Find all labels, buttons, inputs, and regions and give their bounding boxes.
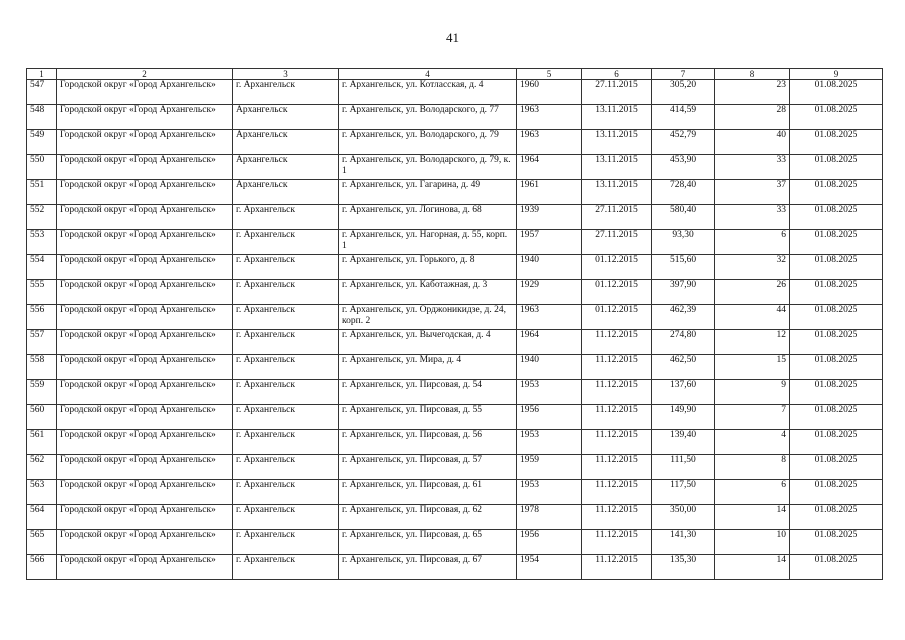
settlement-cell: г. Архангельск [233, 80, 339, 105]
year-built-cell: 1953 [517, 480, 582, 505]
column-header: 3 [233, 69, 339, 80]
table-row [27, 305, 883, 330]
settlement-cell: г. Архангельск [233, 505, 339, 530]
year-built-cell: 1959 [517, 455, 582, 480]
settlement-cell: г. Архангельск [233, 455, 339, 480]
residents-cell: 40 [715, 130, 790, 155]
date-cell: 13.11.2015 [582, 180, 652, 205]
address-cell: г. Архангельск, ул. Горького, д. 8 [339, 255, 517, 280]
year-built-cell: 1957 [517, 230, 582, 255]
table-row [27, 255, 883, 280]
column-header: 6 [582, 69, 652, 80]
table-row [27, 355, 883, 380]
table-row [27, 230, 883, 255]
deadline-cell: 01.08.2025 [790, 530, 883, 555]
address-cell: г. Архангельск, ул. Пирсовая, д. 65 [339, 530, 517, 555]
area-cell: 117,50 [652, 480, 715, 505]
municipality-cell: Городской округ «Город Архангельск» [57, 305, 233, 330]
year-built-cell: 1953 [517, 380, 582, 405]
municipality-cell: Городской округ «Город Архангельск» [57, 280, 233, 305]
address-cell: г. Архангельск, ул. Каботажная, д. 3 [339, 280, 517, 305]
deadline-cell: 01.08.2025 [790, 555, 883, 580]
year-built-cell: 1964 [517, 155, 582, 180]
date-cell: 27.11.2015 [582, 80, 652, 105]
year-built-cell: 1964 [517, 330, 582, 355]
address-cell: г. Архангельск, ул. Гагарина, д. 49 [339, 180, 517, 205]
year-built-cell: 1939 [517, 205, 582, 230]
row-number: 552 [27, 205, 57, 230]
date-cell: 11.12.2015 [582, 480, 652, 505]
date-cell: 11.12.2015 [582, 555, 652, 580]
year-built-cell: 1956 [517, 530, 582, 555]
residents-cell: 10 [715, 530, 790, 555]
settlement-cell: Архангельск [233, 130, 339, 155]
municipality-cell: Городской округ «Город Архангельск» [57, 380, 233, 405]
table-row [27, 530, 883, 555]
row-number: 561 [27, 430, 57, 455]
settlement-cell: г. Архангельск [233, 480, 339, 505]
date-cell: 11.12.2015 [582, 455, 652, 480]
area-cell: 453,90 [652, 155, 715, 180]
date-cell: 11.12.2015 [582, 505, 652, 530]
municipality-cell: Городской округ «Город Архангельск» [57, 180, 233, 205]
residents-cell: 4 [715, 430, 790, 455]
settlement-cell: Архангельск [233, 180, 339, 205]
settlement-cell: Архангельск [233, 155, 339, 180]
settlement-cell: г. Архангельск [233, 530, 339, 555]
year-built-cell: 1940 [517, 355, 582, 380]
date-cell: 01.12.2015 [582, 305, 652, 330]
settlement-cell: г. Архангельск [233, 405, 339, 430]
municipality-cell: Городской округ «Город Архангельск» [57, 555, 233, 580]
table-row [27, 480, 883, 505]
deadline-cell: 01.08.2025 [790, 305, 883, 330]
municipality-cell: Городской округ «Город Архангельск» [57, 130, 233, 155]
municipality-cell: Городской округ «Город Архангельск» [57, 255, 233, 280]
date-cell: 27.11.2015 [582, 230, 652, 255]
settlement-cell: г. Архангельск [233, 330, 339, 355]
table-row [27, 555, 883, 580]
table-row [27, 105, 883, 130]
year-built-cell: 1956 [517, 405, 582, 430]
settlement-cell: г. Архангельск [233, 380, 339, 405]
date-cell: 11.12.2015 [582, 430, 652, 455]
row-number: 555 [27, 280, 57, 305]
deadline-cell: 01.08.2025 [790, 155, 883, 180]
deadline-cell: 01.08.2025 [790, 105, 883, 130]
column-header: 9 [790, 69, 883, 80]
municipality-cell: Городской округ «Город Архангельск» [57, 80, 233, 105]
settlement-cell: г. Архангельск [233, 430, 339, 455]
address-cell: г. Архангельск, ул. Пирсовая, д. 54 [339, 380, 517, 405]
row-number: 560 [27, 405, 57, 430]
row-number: 559 [27, 380, 57, 405]
table-row [27, 405, 883, 430]
area-cell: 274,80 [652, 330, 715, 355]
column-header: 7 [652, 69, 715, 80]
table-row [27, 505, 883, 530]
municipality-cell: Городской округ «Город Архангельск» [57, 530, 233, 555]
row-number: 548 [27, 105, 57, 130]
settlement-cell: г. Архангельск [233, 305, 339, 330]
row-number: 563 [27, 480, 57, 505]
deadline-cell: 01.08.2025 [790, 205, 883, 230]
deadline-cell: 01.08.2025 [790, 505, 883, 530]
row-number: 551 [27, 180, 57, 205]
area-cell: 452,79 [652, 130, 715, 155]
residents-cell: 14 [715, 555, 790, 580]
year-built-cell: 1963 [517, 105, 582, 130]
column-header: 8 [715, 69, 790, 80]
area-cell: 515,60 [652, 255, 715, 280]
municipality-cell: Городской округ «Город Архангельск» [57, 430, 233, 455]
column-header: 5 [517, 69, 582, 80]
area-cell: 135,30 [652, 555, 715, 580]
residents-cell: 6 [715, 480, 790, 505]
address-cell: г. Архангельск, ул. Логинова, д. 68 [339, 205, 517, 230]
settlement-cell: г. Архангельск [233, 355, 339, 380]
area-cell: 141,30 [652, 530, 715, 555]
row-number: 564 [27, 505, 57, 530]
deadline-cell: 01.08.2025 [790, 130, 883, 155]
residents-cell: 26 [715, 280, 790, 305]
year-built-cell: 1953 [517, 430, 582, 455]
date-cell: 11.12.2015 [582, 380, 652, 405]
address-cell: г. Архангельск, ул. Володарского, д. 77 [339, 105, 517, 130]
residents-cell: 15 [715, 355, 790, 380]
settlement-cell: г. Архангельск [233, 555, 339, 580]
date-cell: 13.11.2015 [582, 155, 652, 180]
settlement-cell: г. Архангельск [233, 205, 339, 230]
year-built-cell: 1961 [517, 180, 582, 205]
municipality-cell: Городской округ «Город Архангельск» [57, 330, 233, 355]
date-cell: 01.12.2015 [582, 255, 652, 280]
residents-cell: 37 [715, 180, 790, 205]
residents-cell: 33 [715, 205, 790, 230]
row-number: 554 [27, 255, 57, 280]
year-built-cell: 1940 [517, 255, 582, 280]
year-built-cell: 1978 [517, 505, 582, 530]
residents-cell: 8 [715, 455, 790, 480]
area-cell: 350,00 [652, 505, 715, 530]
column-header: 4 [339, 69, 517, 80]
address-cell: г. Архангельск, ул. Котласская, д. 4 [339, 80, 517, 105]
area-cell: 139,40 [652, 430, 715, 455]
date-cell: 11.12.2015 [582, 530, 652, 555]
residents-cell: 9 [715, 380, 790, 405]
row-number: 565 [27, 530, 57, 555]
address-cell: г. Архангельск, ул. Пирсовая, д. 67 [339, 555, 517, 580]
address-cell: г. Архангельск, ул. Пирсовая, д. 56 [339, 430, 517, 455]
date-cell: 11.12.2015 [582, 405, 652, 430]
row-number: 547 [27, 80, 57, 105]
area-cell: 149,90 [652, 405, 715, 430]
year-built-cell: 1960 [517, 80, 582, 105]
table-row [27, 155, 883, 180]
address-cell: г. Архангельск, ул. Нагорная, д. 55, корп. 1 [339, 230, 517, 255]
year-built-cell: 1929 [517, 280, 582, 305]
area-cell: 305,20 [652, 80, 715, 105]
deadline-cell: 01.08.2025 [790, 330, 883, 355]
residents-cell: 28 [715, 105, 790, 130]
municipality-cell: Городской округ «Город Архангельск» [57, 405, 233, 430]
area-cell: 462,50 [652, 355, 715, 380]
date-cell: 11.12.2015 [582, 355, 652, 380]
deadline-cell: 01.08.2025 [790, 405, 883, 430]
page-number: 41 [446, 30, 459, 45]
address-cell: г. Архангельск, ул. Пирсовая, д. 61 [339, 480, 517, 505]
deadline-cell: 01.08.2025 [790, 355, 883, 380]
settlement-cell: г. Архангельск [233, 230, 339, 255]
residents-cell: 6 [715, 230, 790, 255]
area-cell: 414,59 [652, 105, 715, 130]
area-cell: 462,39 [652, 305, 715, 330]
deadline-cell: 01.08.2025 [790, 455, 883, 480]
address-cell: г. Архангельск, ул. Пирсовая, д. 57 [339, 455, 517, 480]
row-number: 550 [27, 155, 57, 180]
date-cell: 13.11.2015 [582, 105, 652, 130]
address-cell: г. Архангельск, ул. Володарского, д. 79, к. 1 [339, 155, 517, 180]
housing-registry-table [26, 68, 883, 580]
row-number: 562 [27, 455, 57, 480]
municipality-cell: Городской округ «Город Архангельск» [57, 455, 233, 480]
address-cell: г. Архангельск, ул. Орджоникидзе, д. 24, корп. 2 [339, 305, 517, 330]
municipality-cell: Городской округ «Город Архангельск» [57, 155, 233, 180]
municipality-cell: Городской округ «Город Архангельск» [57, 230, 233, 255]
address-cell: г. Архангельск, ул. Мира, д. 4 [339, 355, 517, 380]
deadline-cell: 01.08.2025 [790, 430, 883, 455]
table-row [27, 205, 883, 230]
row-number: 566 [27, 555, 57, 580]
table-row [27, 280, 883, 305]
municipality-cell: Городской округ «Город Архангельск» [57, 480, 233, 505]
residents-cell: 14 [715, 505, 790, 530]
column-header: 1 [27, 69, 57, 80]
area-cell: 111,50 [652, 455, 715, 480]
header-row [27, 69, 883, 80]
area-cell: 397,90 [652, 280, 715, 305]
municipality-cell: Городской округ «Город Архангельск» [57, 505, 233, 530]
municipality-cell: Городской округ «Город Архангельск» [57, 355, 233, 380]
date-cell: 11.12.2015 [582, 330, 652, 355]
date-cell: 01.12.2015 [582, 280, 652, 305]
table-row [27, 455, 883, 480]
address-cell: г. Архангельск, ул. Вычегодская, д. 4 [339, 330, 517, 355]
address-cell: г. Архангельск, ул. Пирсовая, д. 55 [339, 405, 517, 430]
settlement-cell: г. Архангельск [233, 280, 339, 305]
row-number: 558 [27, 355, 57, 380]
area-cell: 580,40 [652, 205, 715, 230]
deadline-cell: 01.08.2025 [790, 230, 883, 255]
table-row [27, 380, 883, 405]
table-row [27, 80, 883, 105]
deadline-cell: 01.08.2025 [790, 280, 883, 305]
table-row [27, 430, 883, 455]
date-cell: 27.11.2015 [582, 205, 652, 230]
area-cell: 93,30 [652, 230, 715, 255]
row-number: 549 [27, 130, 57, 155]
year-built-cell: 1954 [517, 555, 582, 580]
settlement-cell: Архангельск [233, 105, 339, 130]
residents-cell: 23 [715, 80, 790, 105]
municipality-cell: Городской округ «Город Архангельск» [57, 205, 233, 230]
year-built-cell: 1963 [517, 305, 582, 330]
table-row [27, 330, 883, 355]
row-number: 556 [27, 305, 57, 330]
address-cell: г. Архангельск, ул. Пирсовая, д. 62 [339, 505, 517, 530]
settlement-cell: г. Архангельск [233, 255, 339, 280]
address-cell: г. Архангельск, ул. Володарского, д. 79 [339, 130, 517, 155]
residents-cell: 7 [715, 405, 790, 430]
deadline-cell: 01.08.2025 [790, 480, 883, 505]
deadline-cell: 01.08.2025 [790, 180, 883, 205]
deadline-cell: 01.08.2025 [790, 80, 883, 105]
area-cell: 137,60 [652, 380, 715, 405]
column-header: 2 [57, 69, 233, 80]
municipality-cell: Городской округ «Город Архангельск» [57, 105, 233, 130]
row-number: 553 [27, 230, 57, 255]
deadline-cell: 01.08.2025 [790, 380, 883, 405]
year-built-cell: 1963 [517, 130, 582, 155]
area-cell: 728,40 [652, 180, 715, 205]
residents-cell: 33 [715, 155, 790, 180]
table-row [27, 180, 883, 205]
residents-cell: 12 [715, 330, 790, 355]
row-number: 557 [27, 330, 57, 355]
table-row [27, 130, 883, 155]
residents-cell: 44 [715, 305, 790, 330]
date-cell: 13.11.2015 [582, 130, 652, 155]
residents-cell: 32 [715, 255, 790, 280]
deadline-cell: 01.08.2025 [790, 255, 883, 280]
